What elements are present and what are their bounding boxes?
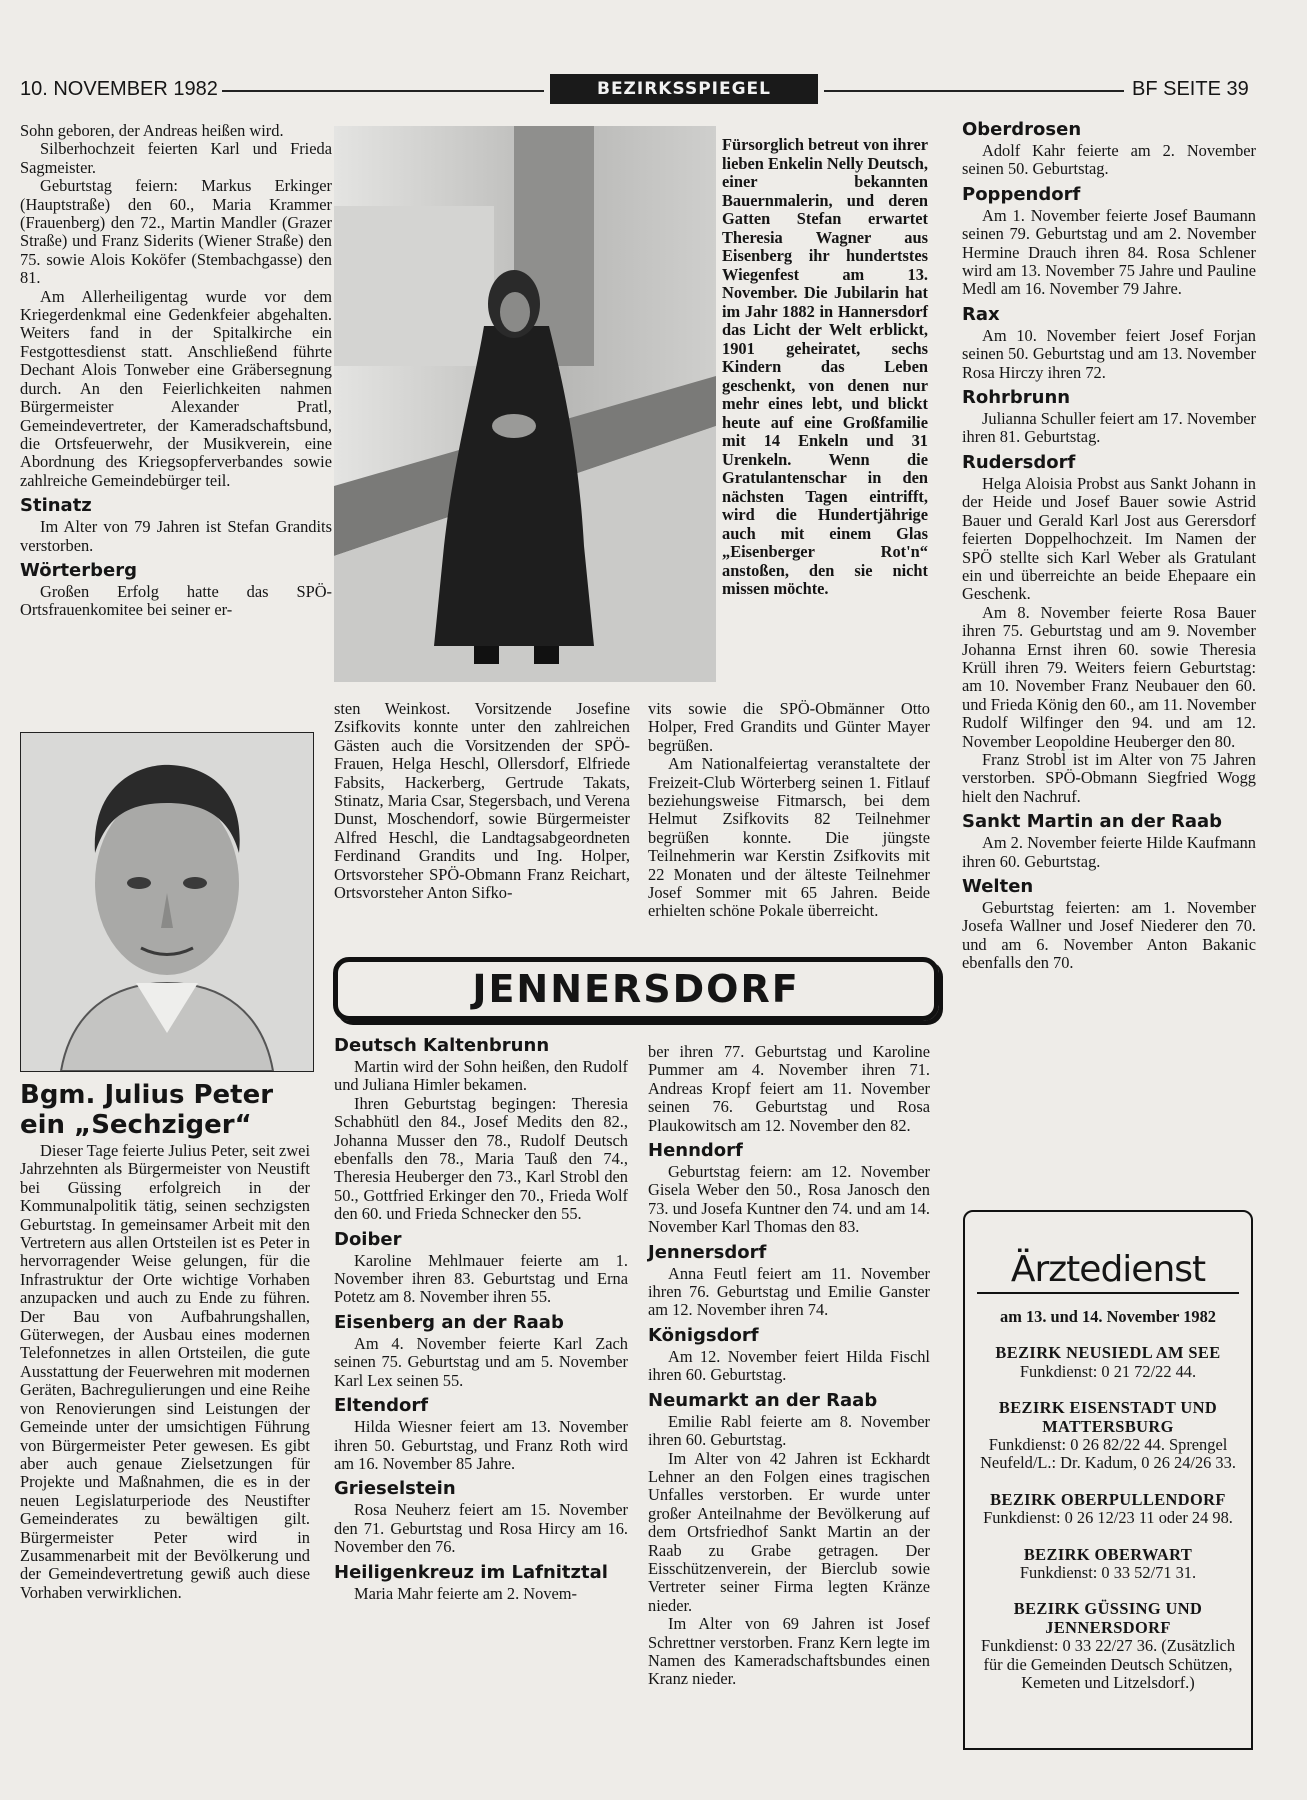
heading-grieselstein: Grieselstein [334,1478,456,1500]
article-title-line-2: ein „Sechziger“ [20,1110,252,1140]
paragraph: Am 10. November feiert Josef Forjan seinen 50. Geburtstag und am 13. November Rosa Hirczy ihren 72. [962,325,1256,382]
district-info: Funkdienst: 0 21 72/22 44. [1019,1361,1197,1381]
district-name: BEZIRK GÜSSING UND JENNERSDORF [1013,1599,1203,1637]
heading-woerterberg: Wörterberg [20,559,137,581]
aerztedienst-box [963,1210,1253,1750]
district-info: Funkdienst: 0 33 22/27 36. (Zusätzlich für die Gemeinden Deutsch Schützen, Kemeten und Litzelsdorf.) [980,1636,1236,1693]
woerterberg-continued [334,700,630,902]
aerztedienst-dates: am 13. und 14. November 1982 [1000,1307,1216,1326]
district-name: BEZIRK EISENSTADT UND MATTERSBURG [998,1398,1218,1436]
heading-koenigsdorf: Königsdorf [648,1324,759,1346]
district-oberwart [965,1546,1251,1583]
section-masthead: BEZIRKSSPIEGEL [550,74,818,104]
district-info: Funkdienst: 0 26 12/23 11 oder 24 98. [983,1508,1233,1528]
district-oberpullendorf [965,1491,1251,1528]
woerterberg-continued-2 [648,700,930,921]
page-number: BF SEITE 39 [1132,78,1249,100]
district-name: BEZIRK NEUSIEDL AM SEE [995,1343,1221,1363]
paragraph: Sohn geboren, der Andreas heißen wird. [20,121,284,140]
jennersdorf-col-1 [334,1036,628,1603]
paragraph: Am Nationalfeiertag veranstaltete der Freizeit-Club Wörterberg seinen 1. Fitlauf beziehungsweise Fitmarsch, bei dem Helmut Zsifkovits 82 Teilnehmer begrüßen konnte. Die jüngste Teilnehmerin war Kerstin Zsifkovits mit 22 Monaten und der älteste Teilnehmer Josef Sommer mit 65 Jahren. Beide erhielten schöne Pokale überreicht. [648,754,930,921]
header-rule-right [824,90,1124,92]
paragraph: Großen Erfolg hatte das SPÖ-Ortsfrauenkomitee bei seiner er- [20,581,332,620]
paragraph: Am 1. November feierte Josef Baumann seinen 79. Geburtstag und am 2. November Hermine Drauch ihren 84. Rosa Schlener wird am 13. November 75 Jahre und Pauline Medl am 16. November 79 Jahre. [962,205,1256,299]
district-neusiedl [965,1344,1251,1381]
article-title-line-1: Bgm. Julius Peter [20,1080,274,1110]
paragraph: vits sowie die SPÖ-Obmänner Otto Holper, Fred Grandits und Günter Mayer begrüßen. [648,699,930,755]
aerztedienst-title: Ärztedienst [977,1248,1239,1294]
header-rule-left [222,90,544,92]
paragraph: Im Alter von 42 Jahren ist Eckhardt Lehner an den Folgen eines tragischen Unfalles verstorben. Er wurde unter großer Anteilnahme der Bevölkerung auf dem Ortsfriedhof Sankt Martin an der Raab zu Grabe getragen. Der Eisschützenverein, der Bierclub sowie Vertreter seiner Firma legten Kränze nieder. [648,1448,930,1615]
paragraph: ber ihren 77. Geburtstag und Karoline Pummer am 4. November ihren 71. Andreas Kropf feiert am 11. November seinen 76. Geburtstag und Rosa Plaukowitsch am 12. November den 82. [648,1042,930,1135]
photo-centenarian [334,126,716,682]
paragraph: Geburtstag feierten: am 1. November Josefa Wallner und Josef Niederer den 70. und am 6. November Anton Bakanic ebenfalls den 70. [962,898,1256,973]
photo-centenarian-image [334,126,716,682]
paragraph: Rosa Neuherz feiert am 15. November den 71. Geburtstag und Rosa Hircy am 16. November den 76. [334,1500,628,1557]
heading-heiligenkreuz: Heiligenkreuz im Lafnitztal [334,1561,608,1583]
paragraph: Geburtstag feiern: Markus Erkinger (Hauptstraße) den 60., Maria Krammer (Frauenberg) den 72., Martin Mandler (Grazer Straße) und Franz Siderits (Wiener Straße) den 75. sowie Alois Koköfer (Stembachgasse) den 81. [20,176,332,288]
paragraph: Am Allerheiligentag wurde vor dem Kriegerdenkmal eine Gedenkfeier abgehalten. Weiters fand in der Spitalkirche ein Festgottesdienst statt. Anschließend führte Dechant Alois Tonweber eine Gräbersegnung durch. An den Feierlichkeiten nahmen Bürgermeister Alexander Pratl, Gemeindevertreter, der Kameradschaftsbund, die Ortsfeuerwehr, der Musikverein, eine Abordnung des Kriegsopferverbandes sowie zahlreiche Gemeindebürger teil. [20,286,332,490]
jennersdorf-col-2 [648,1043,930,1689]
heading-rohrbrunn: Rohrbrunn [962,387,1071,409]
photo-julius-peter-image [21,733,313,1071]
paragraph: Hilda Wiesner feiert am 13. November ihren 50. Geburtstag, und Franz Roth wird am 16. November 85 Jahre. [334,1417,628,1473]
jennersdorf-banner: JENNERSDORF [333,957,939,1021]
heading-doiber: Doiber [334,1228,402,1250]
paragraph: Helga Aloisia Probst aus Sankt Johann in der Heide und Josef Bauer sowie Astrid Bauer und Gerald Karl Jost aus Gerersdorf feierten Doppelhochzeit. Im Namen der SPÖ stellte sich Karl Weber als Gratulant ein und überreichte an beide Ehepaare ein Geschenk. [962,473,1256,604]
heading-deutsch-kaltenbrunn: Deutsch Kaltenbrunn [334,1035,550,1056]
heading-eisenberg: Eisenberg an der Raab [334,1311,564,1333]
paragraph: Am 2. November feierte Hilde Kaufmann ihren 60. Geburtstag. [962,833,1256,871]
paragraph: Im Alter von 69 Jahren ist Josef Schrettner verstorben. Franz Kern legte im Namen des Kameradschaftsbundes einen Kranz nieder. [648,1614,930,1689]
paragraph: sten Weinkost. Vorsitzende Josefine Zsifkovits konnte unter den zahlreichen Gästen auch die Vorsitzenden der SPÖ-Frauen, Helga Heschl, Ollersdorf, Elfriede Fabsits, Hackerberg, Gertrude Takats, Stinatz, Maria Csar, Stegersbach, und Verena Dunst, Moschendorf, sowie Bürgermeister Alfred Heschl, die Landtagsabgeordneten Ferdinand Grandits und Ing. Holper, Ortsvorsteher SPÖ-Obmann Franz Reichart, Ortsvorsteher Anton Sifko- [334,699,630,903]
heading-eltendorf: Eltendorf [334,1395,429,1417]
paragraph: Dieser Tage feierte Julius Peter, seit zwei Jahrzehnten als Bürgermeister von Neustift bei Güssing erfolgreich in der Kommunalpolitik tätig, seinen sechzigsten Geburtstag. In gemeinsamer Arbeit mit den Vertretern aus allen Ortsteilen ist es Peter in hervorragender Weise gelungen, für die Infrastruktur der Orte wichtige Vorhaben anzupacken und auch zu Ende zu führen. Der Bau von Aufbahrungshallen, Güterwegen, der Ausbau eines modernen Telefonnetzes in allen Ortsteilen, die gute Ausstattung der Feuerwehren mit modernen Geräten, Bachregulierungen und eine Reihe von Renovierungen sind Leistungen der Gemeinde unter der umsichtigen Führung von Bürgermeister Peter gewesen. Es gibt aber auch genaue Zielsetzungen für Projekte und Maßnahmen, die es in der neuen Legislaturperiode des Neustifter Gemeinderates zu bewältigen gilt. Bürgermeister Peter wird in Zusammenarbeit mit der Bevölkerung und der Gemeindevertretung gewiß auch diese Vorhaben verwirklichen. [20,1141,310,1602]
heading-stinatz: Stinatz [20,495,92,517]
col4-articles [962,120,1256,973]
heading-jennersdorf: Jennersdorf [648,1241,767,1263]
paragraph: Adolf Kahr feierte am 2. November seinen 50. Geburtstag. [962,141,1256,179]
district-name: BEZIRK OBERWART [1023,1544,1193,1564]
photo-caption: Fürsorglich betreut von ihrer lieben Enkelin Nelly Deutsch, einer bekannten Bauernmalerin, und deren Gatten Stefan erwartet Theresia Wagner aus Eisenberg ihr hundertstes Wiegenfest am 13. November. Die Jubilarin hat im Jahr 1882 in Hannersdorf das Licht der Welt erblickt, 1901 geheiratet, sechs Kindern das Leben geschenkt, von denen nur mehr eines lebt, und blickt heute auf eine Großfamilie mit 14 Enkeln und 31 Urenkeln. Wenn die Gratulantenschar in den nächsten Tagen eintrifft, wird die Hundertjährige auch mit einem Glas „Eisenberger Rot'n“ anstoßen, den sie nicht missen möchte. [722,135,928,598]
paragraph: Am 4. November feierte Karl Zach seinen 75. Geburtstag und am 5. November Karl Lex seinen 55. [334,1333,628,1390]
district-name: BEZIRK OBERPULLENDORF [990,1489,1226,1509]
district-info: Funkdienst: 0 26 82/22 44. Sprengel Neufeld/L.: Dr. Kadum, 0 26 24/26 33. [980,1435,1236,1473]
col1-top-article [20,122,332,620]
heading-neumarkt: Neumarkt an der Raab [648,1389,878,1411]
paragraph: Franz Strobl ist im Alter von 75 Jahren verstorben. SPÖ-Obmann Siegfried Wogg hielt den Nachruf. [962,749,1256,806]
paragraph: Maria Mahr feierte am 2. Novem- [354,1583,578,1603]
heading-rudersdorf: Rudersdorf [962,451,1076,473]
heading-sankt-martin: Sankt Martin an der Raab [962,811,1223,833]
district-eisenstadt [965,1399,1251,1473]
paragraph: Geburtstag feiern: am 12. November Gisela Weber den 50., Rosa Janosch den 73. und Josefa Kuntner den 74. und am 14. November Karl Thomas den 83. [648,1162,930,1237]
photo-julius-peter [20,732,314,1072]
paragraph: Anna Feutl feiert am 11. November ihren 76. Geburtstag und Emilie Ganster am 12. November ihren 74. [648,1263,930,1320]
article-title [20,1080,310,1140]
paragraph: Martin wird der Sohn heißen, den Rudolf und Juliana Himler bekamen. [334,1057,628,1095]
article-julius-peter [20,1074,310,1602]
district-guessing [965,1600,1251,1692]
paragraph: Ihren Geburtstag begingen: Theresia Schabhütl den 84., Josef Medits den 82., Johanna Musser den 78., Rudolf Deutsch ebenfalls den 78., Maria Tauß den 74., Theresia Heuberger den 73., Karl Strobl den 50., Gottfried Erkinger den 70., Frieda Wolf den 60. und Frieda Schnecker den 55. [334,1093,628,1224]
paragraph: Karoline Mehlmauer feierte am 1. November ihren 83. Geburtstag und Erna Potetz am 8. November ihren 55. [334,1250,628,1307]
heading-welten: Welten [962,876,1034,897]
paragraph: Julianna Schuller feiert am 17. November ihren 81. Geburtstag. [962,409,1256,447]
heading-oberdrosen: Oberdrosen [962,119,1082,140]
issue-date: 10. NOVEMBER 1982 [20,78,218,100]
heading-henndorf: Henndorf [648,1140,743,1162]
paragraph: Emilie Rabl feierte am 8. November ihren 60. Geburtstag. [648,1411,930,1450]
paragraph: Am 12. November feiert Hilda Fischl ihren 60. Geburtstag. [648,1346,930,1385]
district-info: Funkdienst: 0 33 52/71 31. [1019,1563,1197,1583]
paragraph: Am 8. November feierte Rosa Bauer ihren 75. Geburtstag und am 9. November Johanna Ernst ihren 60. sowie Theresia Krüll ihren 79. Weiters feiern Geburtstag: am 10. November Franz Neubauer den 60. und Frieda König den 60., am 11. November Rudolf Wilfinger den 94. und am 12. November Leopoldine Heuberger den 80. [962,602,1256,751]
paragraph: Im Alter von 79 Jahren ist Stefan Grandits verstorben. [20,517,332,555]
heading-poppendorf: Poppendorf [962,183,1081,205]
heading-rax: Rax [962,303,1000,325]
paragraph: Silberhochzeit feierten Karl und Frieda Sagmeister. [20,139,332,177]
